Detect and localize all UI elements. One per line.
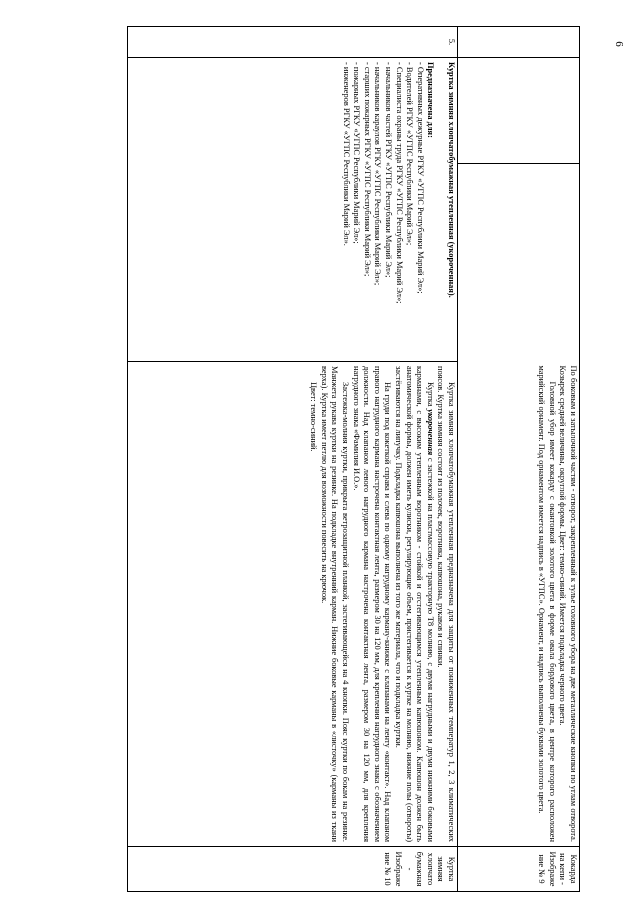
description-cell-cap-main: [458, 362, 580, 847]
description-cell: [128, 362, 458, 847]
item-title: Куртка зимняя хлопчатобумажная утепленная (укороченная).: [447, 62, 456, 298]
description-cell-cap: [458, 164, 580, 362]
uniform-table: [127, 26, 580, 892]
desc-p2-emphasis: укороченная: [425, 409, 435, 456]
cockade-description-paragraph: Головной убор имеет кокарду с окантовкой золотого цвета в форме овала бордового цвета, в центре которого расположен марийский орнамент. Под орнаментом имеется надпись в «УГПС». Орнамент, и надпись выполнены буквами золотого цвета.: [537, 365, 557, 842]
purpose-list: - Оперативных дежурные РГКУ «УГПС Республики Марий Эл»; - Водителей РГКУ «УГПС Республики Марий Эл»; - Специалиста охраны труда РГКУ «УГПС Республики Марий Эл»; - начальников частей РГКУ «УГПС Республики Марий Эл»; - начальников караулов РГКУ «УГПС Республики Марий Эл»; - старших пожарных РГКУ «УГПС Республики Марий Эл»; - пожарных РГКУ «УГПС Республики Марий Эл»; - инженеров РГКУ «УГПС Республики Марий Эл».: [341, 62, 425, 304]
row-number: 5.: [447, 38, 456, 46]
desc-p2-rest: с застежкой на пластмассовую тракторную Т8 молнию, с двумя нагрудными и двумя нижними боковыми карманами, с высоким утепленным воротником - стойкой и отстегивающимся утепленным капюшоном. Капюшон должен быть анатомической формы, должен иметь кулиски, регулирующие объем, пристегивается к куртке на молнию, нижние полы (отвороты) застёгиваются на липучку. Подкладка капюшона выполнена из того же материала, что и подкладка куртки.: [394, 366, 435, 842]
image-caption-jacket: Куртка зимняя хлопчатобумажная - Изображение № 10: [383, 851, 456, 887]
image-caption-cockade: Кокарда на кепи - Изображение № 9: [537, 851, 578, 887]
row-number-cell-empty: [458, 27, 580, 58]
desc-p2-start: Куртка: [425, 382, 435, 410]
desc-paragraph-1: Куртка зимняя хлопчатобумажная утепленная предназначена для защиты от пониженных температур 1, 2, 3 климатических поясов. Куртка зимняя состоит из полочек, воротника, капюшона, рукавов и спинки.: [436, 366, 456, 842]
page-number: 6: [613, 41, 625, 47]
row-number-cell: [128, 27, 458, 58]
table-row-5: [128, 27, 458, 892]
rotated-page-content: [100, 26, 580, 891]
purpose-heading: Предназначена для:: [426, 62, 436, 138]
image-cell-jacket: [128, 847, 458, 892]
item-name-cell: [128, 58, 458, 362]
desc-paragraph-5: Цвет: темно-синий.: [309, 382, 319, 452]
desc-paragraph-4: Застежка-молния куртки, прикрыта ветрозащитной планкой, застегивающейся на 4 кнопки. Пояс куртки по бокам на резинке. Манжета рукава куртки на резинке. На подкладке внутренний карман. Нижние боковые карманы в «листочку» (карманы из ткани верха). Куртка имеет петлю для возможности повесить на крючок.: [319, 366, 351, 842]
item-name-cell-empty: [458, 58, 580, 164]
image-cell-cockade: [458, 847, 580, 892]
table-row-continuation: [458, 27, 580, 892]
cap-description-paragraph: По боковым и затылочной частям - отворот, закрепленный к тулье головного убора на две металлические кнопки по углам отворота. Козырек средней величины, округлой формы. Цвет: темно-синий. Имеется подкладка черного цвета.: [558, 365, 578, 842]
desc-paragraph-3: На груди под кокеткой справа и слева по одному нагрудному карману-книжке с клапанами на ленту «контакт». Над клапаном правого нагрудного кармана настрочена контактная лента, размером 30 на 120 мм, для крепления нагрудного знака с обозначением должности. Над клапаном левого нагрудного кармана настрочена контактная лента, размером 30 на 120 мм, для крепления нагрудного знака «Фамилия И.О.».: [351, 366, 393, 842]
desc-paragraph-2: [392, 366, 434, 842]
